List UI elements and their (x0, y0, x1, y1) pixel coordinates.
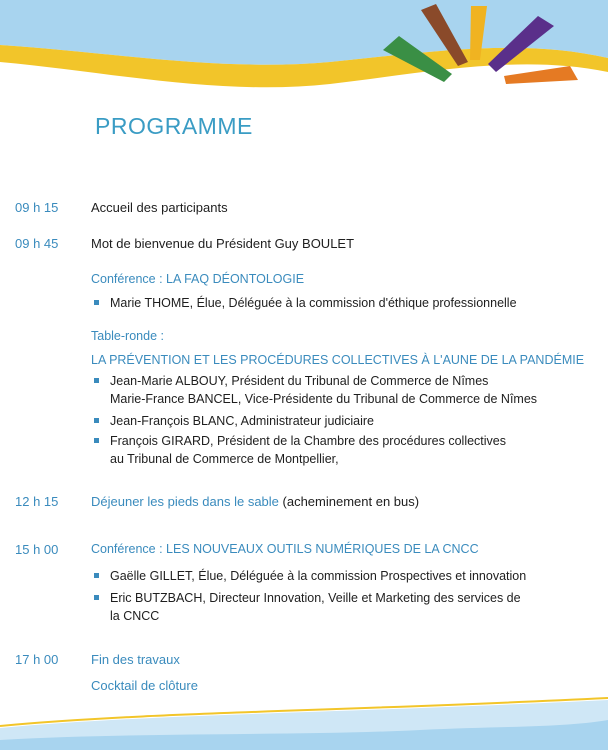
lunch-note: (acheminement en bus) (278, 494, 420, 509)
speaker-line: Marie-France BANCEL, Vice-Présidente du Tribunal de Commerce de Nîmes (110, 392, 538, 406)
speaker-item: Jean-François BLANC, Administrateur judiciaire (110, 414, 374, 428)
speaker-item: Gaëlle GILLET, Élue, Déléguée à la commission Prospectives et innovation (110, 569, 527, 583)
activity-text: Fin des travaux (91, 652, 180, 667)
ray-orange (504, 66, 578, 84)
roundtable-subtitle: LA PRÉVENTION ET LES PROCÉDURES COLLECTIVES À L'AUNE DE LA PANDÉMIE (91, 353, 585, 367)
speaker-item (110, 372, 537, 408)
bullet-marker (94, 378, 99, 383)
bullet-marker (94, 573, 99, 578)
activity-text: Cocktail de clôture (91, 678, 198, 693)
footer-decoration (0, 670, 608, 750)
bullet-marker (94, 438, 99, 443)
time-label: 09 h 15 (15, 200, 59, 215)
speaker-item (110, 589, 521, 625)
conference-digital-label: Conférence : LES NOUVEAUX OUTILS NUMÉRIQUES DE LA CNCC (91, 542, 479, 556)
bullet-marker (94, 418, 99, 423)
conference-faq-label: Conférence : LA FAQ DÉONTOLOGIE (91, 272, 305, 286)
speaker-line: François GIRARD, Président de la Chambre des procédures collectives (110, 434, 507, 448)
header-decoration (0, 0, 608, 110)
speaker-item: Marie THOME, Élue, Déléguée à la commission d'éthique professionnelle (110, 296, 517, 310)
speaker-line: au Tribunal de Commerce de Montpellier, (110, 452, 339, 466)
speaker-line: Jean-Marie ALBOUY, Président du Tribunal de Commerce de Nîmes (110, 374, 489, 388)
activity-text (91, 494, 419, 509)
time-label: 15 h 00 (15, 542, 59, 557)
roundtable-label: Table-ronde : (91, 329, 164, 343)
time-label: 12 h 15 (15, 494, 59, 509)
speaker-line: Eric BUTZBACH, Directeur Innovation, Veille et Marketing des services de (110, 591, 521, 605)
time-label: 09 h 45 (15, 236, 59, 251)
bullet-marker (94, 595, 99, 600)
time-label: 17 h 00 (15, 652, 59, 667)
lunch-title: Déjeuner les pieds dans le sable (91, 494, 279, 509)
speaker-line: la CNCC (110, 609, 160, 623)
bullet-marker (94, 300, 99, 305)
activity-text: Mot de bienvenue du Président Guy BOULET (91, 236, 355, 251)
activity-text: Accueil des participants (91, 200, 228, 215)
page-title: PROGRAMME (95, 113, 253, 139)
speaker-item (110, 432, 506, 468)
